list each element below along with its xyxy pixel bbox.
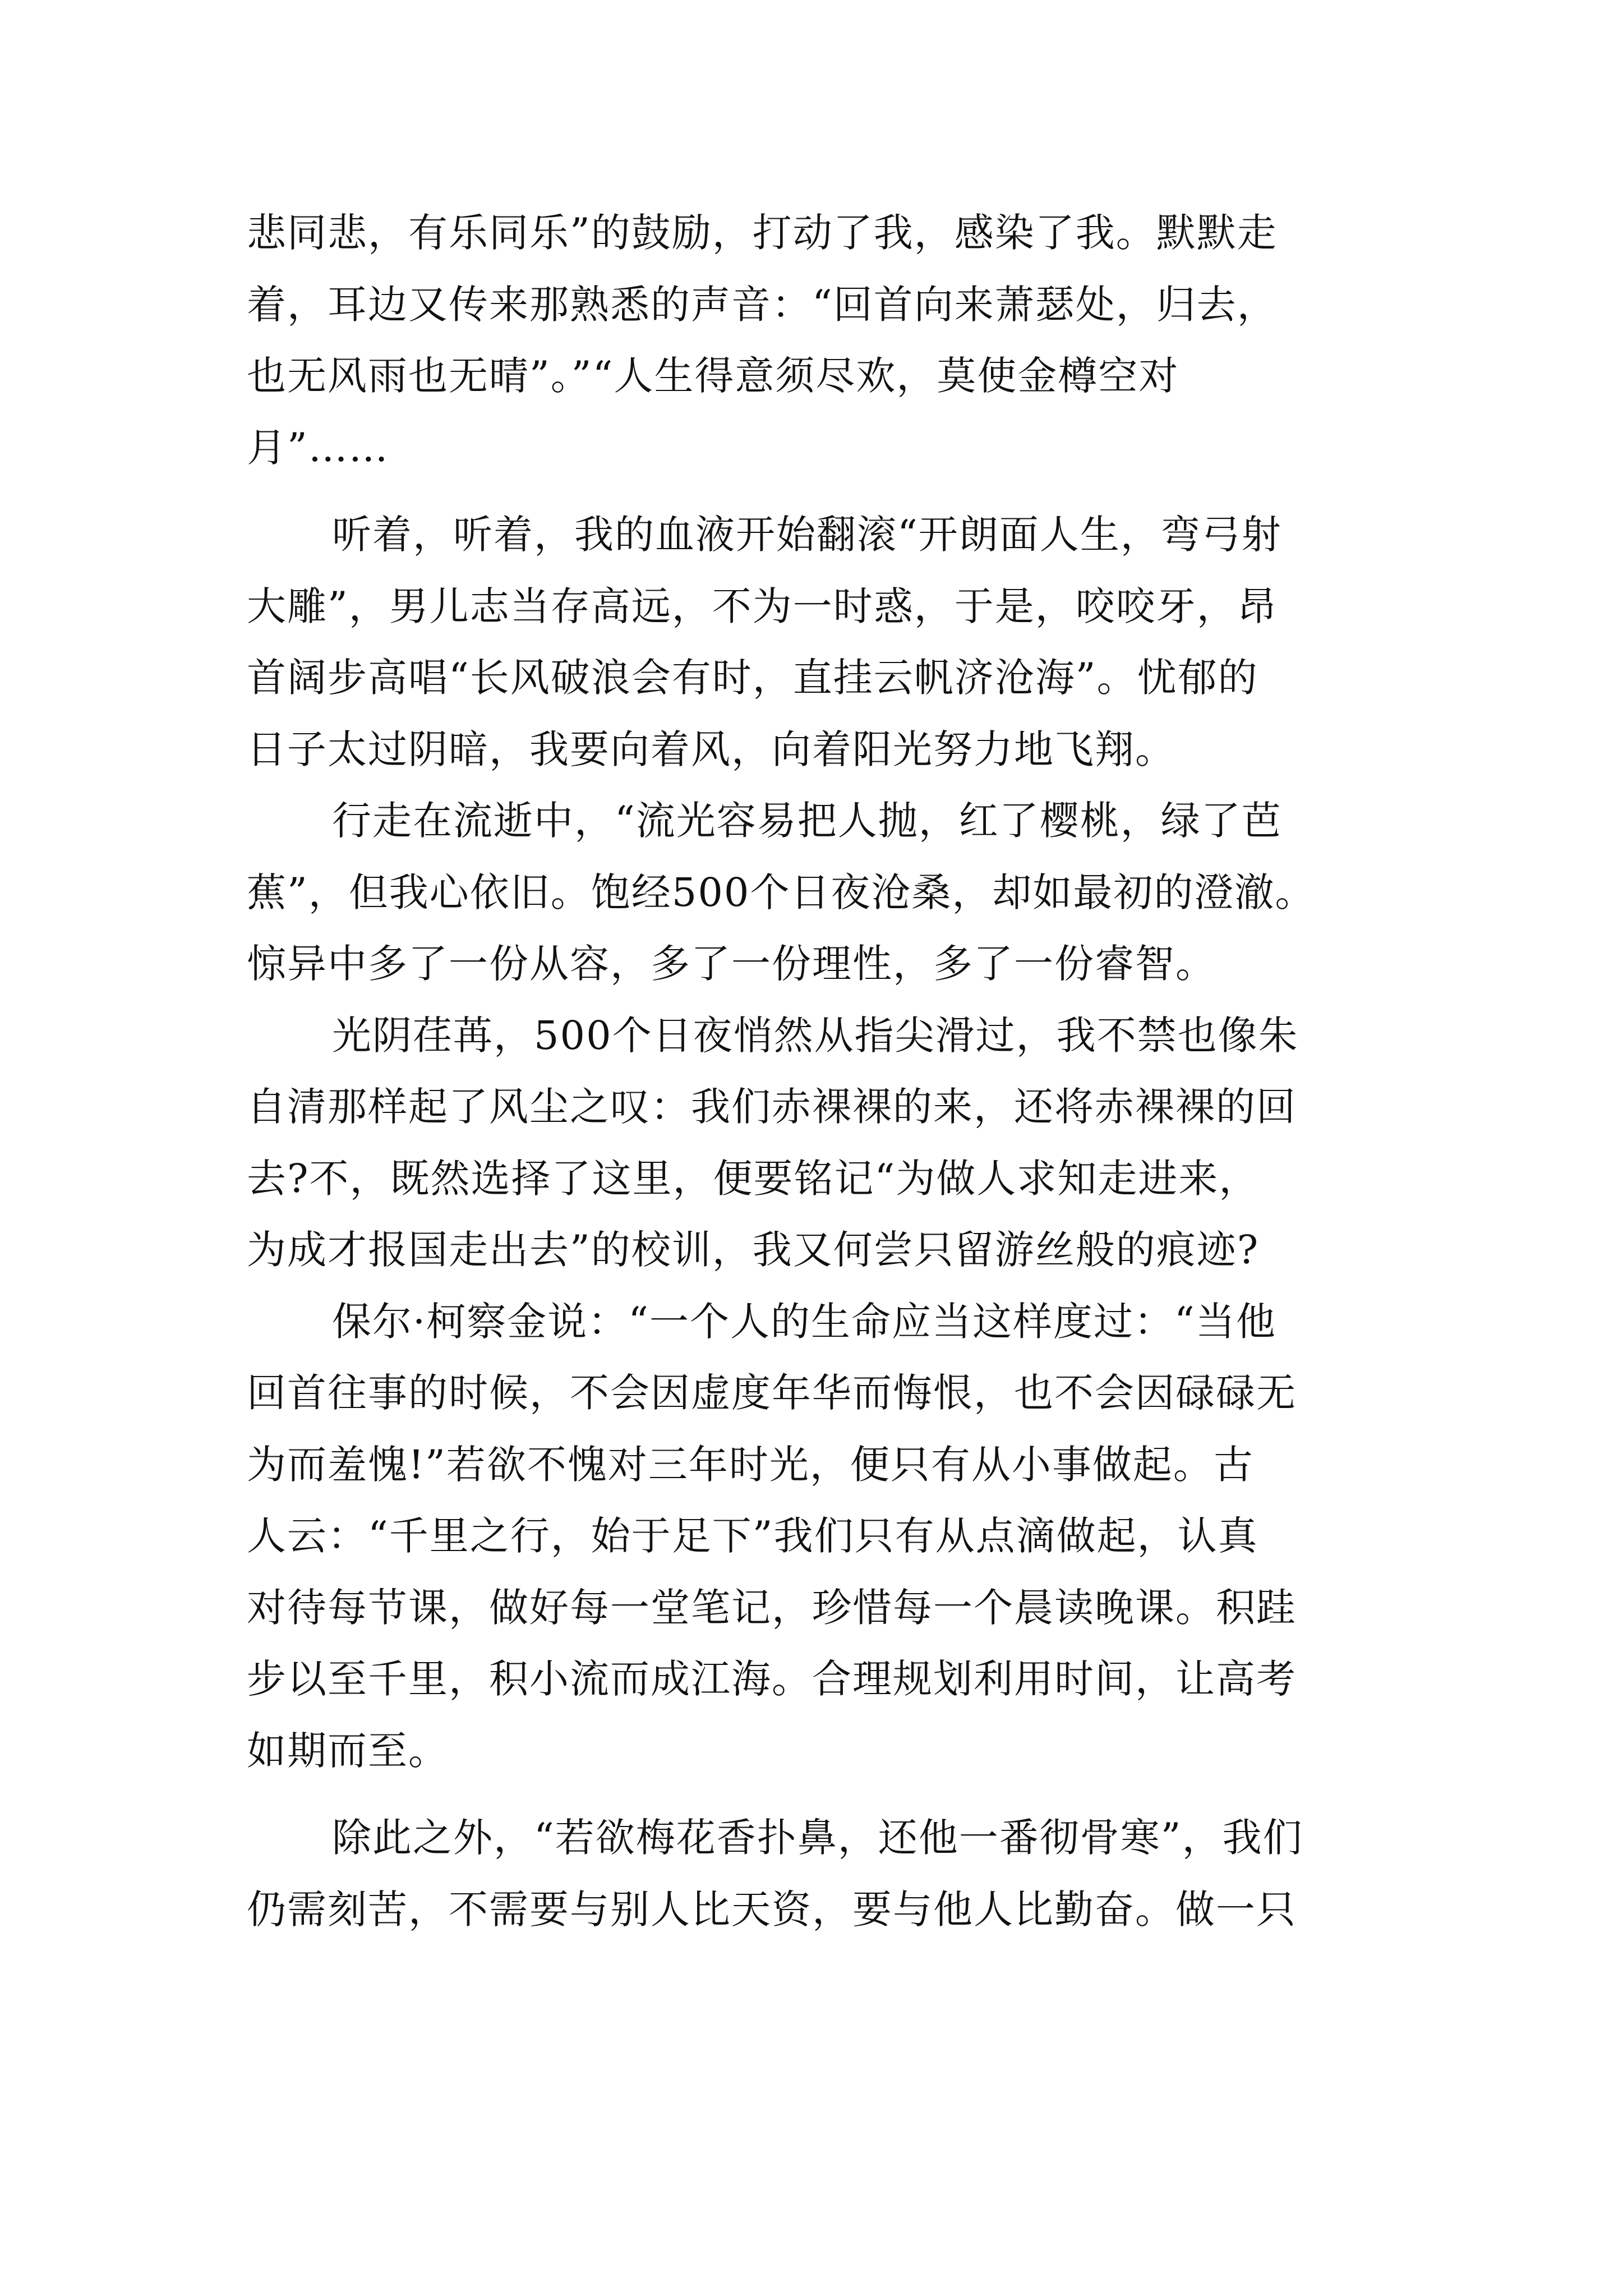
paragraph [247, 499, 1385, 785]
paragraph [247, 1286, 1385, 1787]
paragraph [247, 1802, 1385, 1945]
text-line: 除此之外，“若欲梅花香扑鼻，还他一番彻骨寒”，我们 [332, 1815, 1303, 1861]
document-body [247, 197, 1385, 1945]
text-line: 仍需刻苦，不需要与别人比天资，要与他人比勤奋。做一只 [247, 1886, 1297, 1932]
paragraph [247, 1000, 1385, 1286]
paragraph [247, 197, 1385, 484]
text-line: 去?不，既然选择了这里，便要铭记“为做人求知走进来， [247, 1155, 1260, 1202]
paragraph [247, 785, 1385, 1000]
text-line: 也无风雨也无晴”。”“人生得意须尽欢，莫使金樽空对 [247, 353, 1179, 399]
text-line: 大雕”，男儿志当存高远，不为一时惑，于是，咬咬牙，昂 [247, 583, 1278, 629]
text-line: 日子太过阴暗，我要向着风，向着阳光努力地飞翔。 [247, 726, 1175, 772]
text-line: 人云：“千里之行，始于足下”我们只有从点滴做起，认真 [247, 1513, 1258, 1559]
text-line: 着，耳边又传来那熟悉的声音：“回首向来萧瑟处，归去， [247, 281, 1278, 328]
paragraph-spacer [247, 1787, 1385, 1802]
paragraph-spacer [247, 484, 1385, 499]
text-line: 自清那样起了风尘之叹：我们赤裸裸的来，还将赤裸裸的回 [247, 1084, 1297, 1130]
text-line: 听着，听着，我的血液开始翻滚“开朗面人生，弯弓射 [332, 512, 1282, 558]
text-line: 回首往事的时候，不会因虚度年华而悔恨，也不会因碌碌无 [247, 1370, 1297, 1416]
text-line: 蕉”，但我心依旧。饱经500个日夜沧桑，却如最初的澄澈。 [247, 869, 1316, 915]
text-line: 月”…… [247, 424, 389, 471]
text-line: 为而羞愧!”若欲不愧对三年时光，便只有从小事做起。古 [247, 1441, 1254, 1488]
text-line: 步以至千里，积小流而成江海。合理规划利用时间，让高考 [247, 1656, 1297, 1702]
text-line: 为成才报国走出去”的校训，我又何尝只留游丝般的痕迹? [247, 1227, 1260, 1273]
text-line: 惊异中多了一份从容，多了一份理性，多了一份睿智。 [247, 941, 1216, 987]
text-line: 保尔·柯察金说：“一个人的生命应当这样度过：“当他 [332, 1298, 1276, 1345]
text-line: 悲同悲，有乐同乐”的鼓励，打动了我，感染了我。默默走 [247, 210, 1278, 256]
text-line: 如期而至。 [247, 1727, 449, 1774]
text-line: 光阴荏苒，500个日夜悄然从指尖滑过，我不禁也像朱 [332, 1012, 1299, 1059]
text-line: 对待每节课，做好每一堂笔记，珍惜每一个晨读晚课。积跬 [247, 1584, 1297, 1631]
text-line: 行走在流逝中，“流光容易把人抛，红了樱桃，绿了芭 [332, 798, 1282, 844]
text-line: 首阔步高唱“长风破浪会有时，直挂云帆济沧海”。忧郁的 [247, 655, 1258, 701]
